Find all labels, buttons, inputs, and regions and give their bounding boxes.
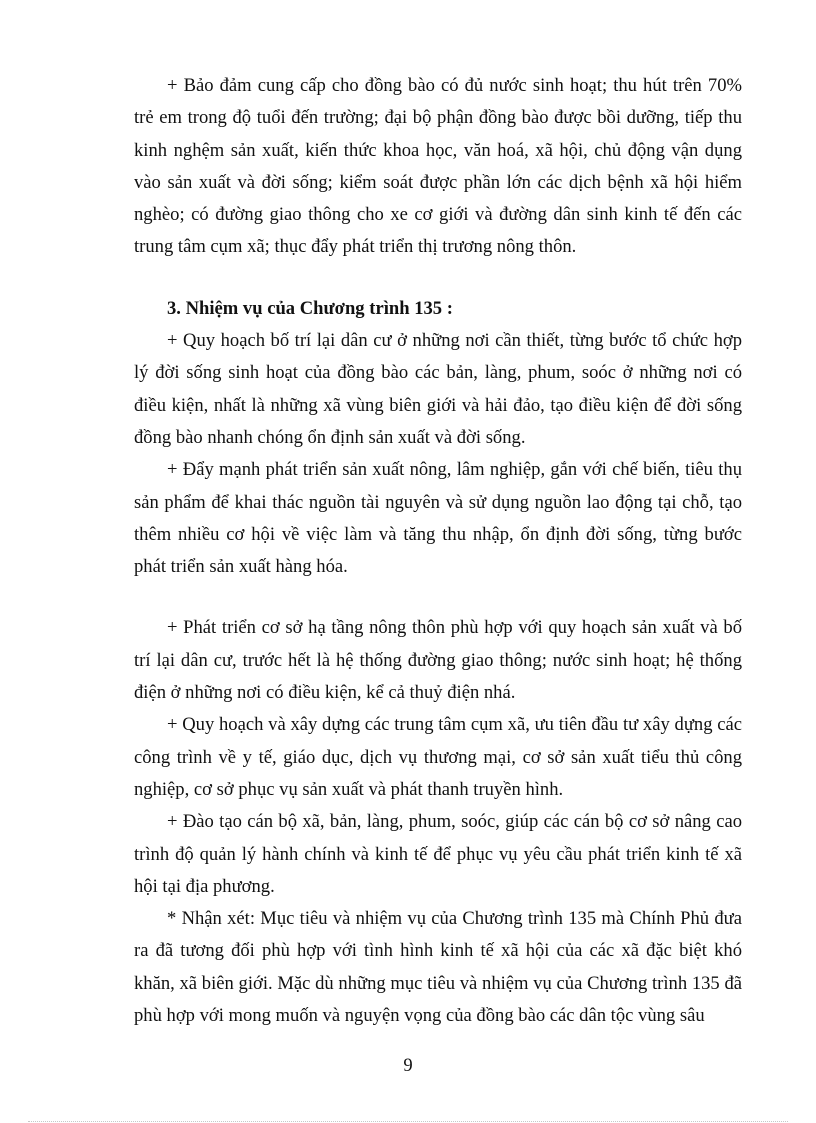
task-paragraph-commune-centers: + Quy hoạch và xây dựng các trung tâm cụm xã, ưu tiên đầu tư xây dựng các công trình về y tế, giáo dục, dịch vụ thương mại, cơ sở sản xuất tiểu thủ công nghiệp, cơ sở phục vụ sản xuất và phát thanh truyền hình.: [134, 714, 742, 800]
task-paragraph-production: + Đẩy mạnh phát triển sản xuất nông, lâm nghiệp, gắn với chế biến, tiêu thụ sản phẩm để khai thác nguồn tài nguyên và sử dụng nguồn lao động tại chỗ, tạo thêm nhiều cơ hội về việc làm và tăng thu nhập, ổn định đời sống, từng bước phát triển sản xuất hàng hóa.: [134, 459, 742, 578]
task-paragraph-training: + Đào tạo cán bộ xã, bản, làng, phum, soóc, giúp các cán bộ cơ sở nâng cao trình độ quản lý hành chính và kinh tế để phục vụ yêu cầu phát triển kinh tế xã hội tại địa phương.: [134, 811, 742, 897]
page-number: 9: [403, 1055, 413, 1076]
task-paragraph-infrastructure: + Phát triển cơ sở hạ tầng nông thôn phù hợp với quy hoạch sản xuất và bố trí lại dân cư, trước hết là hệ thống đường giao thông; nước sinh hoạt; hệ thống điện ở những nơi có điều kiện, kể cả thuỷ điện nhá.: [134, 617, 742, 704]
section-heading: 3. Nhiệm vụ của Chương trình 135 :: [167, 297, 453, 319]
document-body: [134, 70, 742, 1032]
intro-paragraph: + Bảo đảm cung cấp cho đồng bào có đủ nước sinh hoạt; thu hút trên 70% trẻ em trong độ tuổi đến trường; đại bộ phận đồng bào được bồi dưỡng, tiếp thu kinh nghệm sản xuất, kiến thức khoa học, văn hoá, xã hội, chủ động vận dụng vào sản xuất và đời sống; kiểm soát được phần lớn các dịch bệnh xã hội hiểm nghèo; có đường giao thông cho xe cơ giới và đường dân sinh kinh tế đến các trung tâm cụm xã; thục đẩy phát triển thị trương nông thôn.: [134, 75, 742, 258]
task-paragraph-resettlement: + Quy hoạch bố trí lại dân cư ở những nơi cần thiết, từng bước tổ chức hợp lý đời sống sinh hoạt của đồng bào các bản, làng, phum, soóc ở những nơi có điều kiện, nhất là những xã vùng biên giới và hải đảo, tạo điều kiện để đời sống đồng bào nhanh chóng ổn định sản xuất và đời sống.: [134, 330, 742, 448]
remark-paragraph: * Nhận xét: Mục tiêu và nhiệm vụ của Chương trình 135 mà Chính Phủ đưa ra đã tương đối phù hợp với tình hình kinh tế xã hội của các xã đặc biệt khó khăn, xã biên giới. Mặc dù những mục tiêu và nhiệm vụ của Chương trình 135 đã phù hợp với mong muốn và nguyện vọng của đồng bào các dân tộc vùng sâu: [134, 908, 742, 1027]
page-bottom-divider: [28, 1121, 788, 1122]
